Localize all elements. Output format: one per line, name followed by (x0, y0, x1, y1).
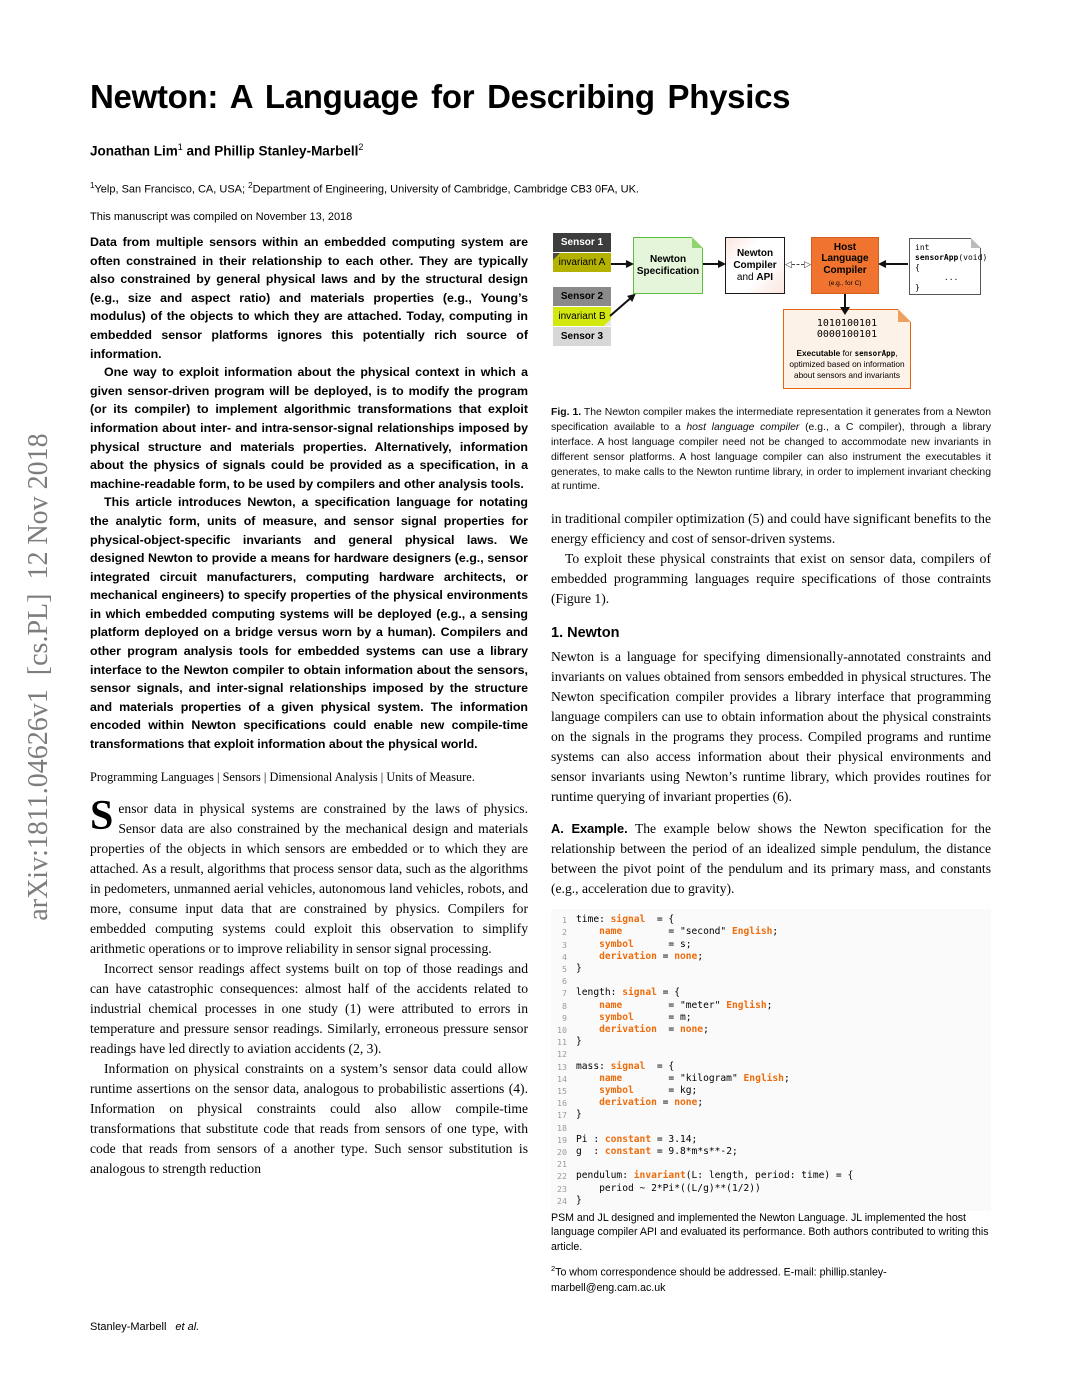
code-line (553, 1170, 991, 1182)
code-line (553, 1048, 991, 1060)
newton-compiler-box (725, 237, 785, 294)
code-line (553, 1061, 991, 1073)
arrow-compiler-host-bidirectional (785, 256, 811, 272)
code-line-number: 20 (557, 1146, 567, 1157)
code-line-text: Pi : constant = 3.14; (576, 1133, 698, 1145)
host-box-line1: Host (833, 241, 857, 253)
code-line-text (576, 1158, 582, 1170)
code-line (553, 926, 991, 938)
correspondence-note (551, 1262, 991, 1295)
code-line (553, 975, 991, 987)
code-line-number: 18 (557, 1122, 567, 1133)
invariant-b-box: invariant B (553, 307, 611, 326)
code-line-text: symbol = s; (599, 938, 692, 950)
compiled-date-line: This manuscript was compiled on November 13, 2018 (90, 211, 353, 224)
section-1-heading: 1. Newton (551, 625, 620, 642)
code-line-text: derivation = none; (599, 1023, 709, 1035)
arrow-codedoc-to-host (880, 263, 908, 265)
code-line-text: pendulum: invariant(L: length, period: time) = { (576, 1170, 854, 1182)
code-line-text: name = "meter" English; (599, 999, 773, 1011)
code-line (553, 1122, 991, 1134)
figure-caption-after: (e.g., a C compiler), through a library interface. A host language compiler need not be changed to accommodate new invariants in different sensor platforms. A host language compiler can also instrument the executables it generates, to make calls to the Newton runtime library, in order to implement invariant checking at runtime. (551, 422, 992, 493)
sensor-3-box: Sensor 3 (553, 327, 611, 346)
code-line-number: 17 (557, 1110, 567, 1121)
running-footer-etal: et al. (175, 1321, 200, 1333)
code-line (553, 914, 991, 926)
host-box-line2: Language (821, 253, 869, 264)
abstract (90, 233, 528, 754)
affiliation-2-sup: 2 (248, 180, 253, 190)
continuation-paragraph: in traditional compiler optimization (5) and could have significant benefits to the energy efficiency and cost of sensor-driven systems. (551, 511, 991, 547)
code-line-text: derivation = none; (599, 950, 704, 962)
example-text: The example below shows the Newton specification for the relationship between the period of an idealized simple pendulum, the distance between the pivot point of the pendulum and its primary mass, and constants (e.g., acceleration due to gravity). (551, 821, 991, 897)
code-doc-ellipsis: ... (915, 273, 959, 282)
code-line-number: 7 (562, 988, 567, 999)
code-doc-open-brace: { (915, 263, 920, 272)
abstract-paragraph-3: This article introduces Newton, a specification language for notating the analytic form, units of measure, and sensor signal properties for physical-object-specific invariants and general physical laws. We designed Newton to provide a means for hardware designers (e.g., sensor integrated circuit manufacturers, computing hardware architects, or mechanical engineers) to specify properties of the physical environments in which embedded computing systems will be deployed (e.g., a sensing platform deployed on a bridge versus worn by a human). Compilers and other program analysis tools for embedded systems can use a library interface to the Newton compiler to obtain information about the sensors, sensor signals, and inter-signal relationships imposed by the structure and materials properties of a given physical system. The information encoded within Newton specifications could enable new compile-time transformations that exploit information about the physical world. (90, 495, 528, 752)
code-line-text (576, 1048, 582, 1060)
spec-doc-line2: Specification (636, 265, 700, 277)
introduction-text (90, 792, 528, 1179)
author-1: Jonathan Lim (90, 143, 178, 159)
figure-caption-label: Fig. 1. (551, 407, 582, 419)
open-arrowhead-left-icon: ◁ (785, 258, 792, 269)
code-line-number: 5 (562, 963, 567, 974)
code-line (553, 1085, 991, 1097)
invariant-a-box: invariant A (553, 253, 611, 272)
figure-caption-italic: host language compiler (686, 422, 800, 434)
executable-caption-rest: optimized based on information about sensors and invariants (789, 359, 905, 380)
code-line-text: } (576, 1036, 582, 1048)
arrow-invariant-a-to-spec (611, 263, 632, 265)
correspondence-text: To whom correspondence should be addressed. E-mail: phillip.stanley-marbell@eng.cam.ac.uk (551, 1267, 887, 1294)
code-line-number: 16 (557, 1098, 567, 1109)
sensor-app-code-doc (909, 238, 988, 295)
compiler-box-and: and (736, 271, 757, 283)
code-line-text: name = "kilogram" English; (599, 1072, 790, 1084)
code-line-text: time: signal = { (576, 914, 675, 926)
executable-caption (785, 348, 909, 381)
code-line-number: 24 (557, 1195, 567, 1206)
newton-specification-doc (633, 237, 703, 294)
code-line-number: 3 (562, 939, 567, 950)
author-2-sup: 2 (358, 142, 364, 152)
code-line-text: symbol = kg; (599, 1084, 698, 1096)
code-line (553, 1000, 991, 1012)
affiliation-1-sup: 1 (90, 180, 95, 190)
code-line-number: 6 (562, 976, 567, 987)
page-title: Newton: A Language for Describing Physics (90, 78, 791, 115)
drop-cap: S (90, 792, 114, 839)
code-line-text: } (576, 962, 582, 974)
figure-1-diagram (551, 233, 991, 394)
code-line-number: 19 (557, 1134, 567, 1145)
code-doc-close-brace: } (915, 283, 920, 292)
code-line (553, 1097, 991, 1109)
spec-doc-line1: Newton (649, 253, 687, 265)
example-label: A. Example. (551, 821, 628, 837)
code-line (553, 939, 991, 951)
executable-bits-line2: 0000100101 (816, 329, 878, 341)
executable-caption-bold: Executable (796, 347, 841, 358)
code-line-number: 15 (557, 1085, 567, 1096)
code-line (553, 1012, 991, 1024)
example-paragraph (551, 819, 991, 899)
executable-bits-line1: 1010100101 (816, 317, 878, 329)
code-doc-fn-args: (void) (958, 253, 988, 262)
code-line (553, 1073, 991, 1085)
dashed-line (792, 264, 804, 265)
code-line-number: 11 (557, 1037, 567, 1048)
executable-caption-comma: , (895, 347, 898, 358)
running-footer-authors: Stanley-Marbell (90, 1321, 167, 1333)
intro-paragraph-1-text: ensor data in physical systems are constrained by the laws of physics. Sensor data are also constrained by the mechanical design and materials properties of the objects in which sensors are embedded or to which they are attached. As a result, algorithms that process sensor data, such as the algorithms in pedometers, unmanned aerial vehicles, autonomous land vehicles, robots, and more, consume input data that are constrained by physics. Compilers for embedded computing systems could exploit this observation to simplify arithmetic operations or to improve reliability in sensor signal processing. (90, 800, 528, 956)
code-doc-fn-name: sensorApp (915, 253, 959, 262)
sensor-1-box: Sensor 1 (553, 233, 611, 252)
author-1-sup: 1 (177, 142, 183, 152)
intro-paragraph-3: Information on physical constraints on a system’s sensor data could allow runtime assertions on the sensor data, analogous to probabilistic assertions (4). Information on physical constraints could also allow compile-time transformations that substitute code that reads from sensors of one type, with code that reads from sensors of a another type. Such sensor substitution is analogous to strength reduction (90, 1060, 528, 1176)
abstract-paragraph-1: Data from multiple sensors within an embedded computing system are often constrained in their relationship to each other. They are typically also constrained by general physical laws and by the structural design (e.g., size and aspect ratio) and materials properties (e.g., Young’s modulus) of the objects to which they are attached. Today, computing in embedded sensor platforms ignores this potentially rich source of information. (90, 235, 528, 361)
code-line-text: mass: signal = { (576, 1060, 675, 1072)
code-line-number: 22 (557, 1171, 567, 1182)
abstract-paragraph-2: One way to exploit information about the physical context in which a given sensor-driven program will be deployed, is to modify the program (or its compiler) to implement algorithmic transformations that exploit information about inter- and intra-sensor-signal relationships imposed by physical structure and materials properties. Alternatively, information about the physics of signals could be provided as a specification, in a machine-readable form, to be used by compilers and other analysis tools. (90, 365, 528, 491)
arrow-host-to-executable (844, 294, 846, 308)
code-line (553, 1134, 991, 1146)
code-line-text: period ~ 2*Pi*((L/g)**(1/2)) (576, 1182, 761, 1194)
code-line (553, 1195, 991, 1207)
code-line-number: 9 (562, 1012, 567, 1023)
host-box-line3: Compiler (823, 264, 867, 276)
code-line-number: 23 (557, 1183, 567, 1194)
left-column (90, 233, 528, 1179)
code-line-text: g : constant = 9.8*m*s**-2; (576, 1145, 738, 1157)
code-line (553, 951, 991, 963)
arrow-spec-to-compiler (703, 263, 724, 265)
intro-paragraph-1 (90, 792, 528, 959)
code-line-number: 1 (562, 915, 567, 926)
code-line (553, 1109, 991, 1121)
author-joiner: and (182, 143, 215, 159)
code-line (553, 1158, 991, 1170)
code-line-number: 21 (557, 1159, 567, 1170)
code-line-number: 14 (557, 1073, 567, 1084)
intro-paragraph-2: Incorrect sensor readings affect systems built on top of those readings and can have catastrophic consequences: almost half of the accidents related to industrial chemical processes in one study (1) were attributed to errors in temperature and pressure sensor readings. Similarly, erroneous pressure sensor readings have led directly to aviation accidents (2, 3). (90, 960, 528, 1056)
code-line-text: name = "second" English; (599, 926, 779, 938)
code-line-text: derivation = none; (599, 1097, 704, 1109)
code-line (553, 1036, 991, 1048)
right-column-body (551, 509, 991, 899)
figure-caption-before: The Newton compiler makes the intermediate representation it generates from a Newton specification available to a (551, 407, 991, 434)
code-line-text (576, 1122, 582, 1134)
code-line (553, 1146, 991, 1158)
affiliations-line (90, 181, 995, 196)
contribution-note: PSM and JL designed and implemented the Newton Language. JL implemented the host language compiler API and evaluated its performance. Both authors contributed to writing this article. (551, 1211, 989, 1253)
compiler-box-line1: Newton (736, 247, 774, 259)
correspondence-sup: 2 (551, 1264, 556, 1274)
code-line-number: 12 (557, 1049, 567, 1060)
executable-caption-mono: sensorApp (854, 348, 896, 358)
section-1-body: Newton is a language for specifying dimensionally-annotated constraints and invariants on values obtained from sensors embedded in physical structures. The Newton specification compiler provides a library interface that programming language compilers can use to obtain information about the physical constraints on the signals in the programs they process. Compiled programs and runtime systems can also access information about their physical environments and sensor invariants using Newton’s runtime library, which provides routines for runtime querying of invariant properties (6). (551, 649, 991, 805)
executable-caption-for: for (840, 347, 855, 358)
affiliation-2: Department of Engineering, University of Cambridge, Cambridge CB3 0FA, UK. (252, 183, 639, 196)
code-line (553, 963, 991, 975)
host-box-subtitle: (e.g., for C) (828, 280, 862, 287)
open-arrowhead-right-icon: ▷ (804, 258, 811, 269)
code-line-number: 13 (557, 1061, 567, 1072)
keywords-line: Programming Languages | Sensors | Dimensional Analysis | Units of Measure. (90, 769, 475, 784)
paper-header (90, 78, 995, 223)
code-line-text: symbol = m; (599, 1011, 692, 1023)
code-line-text (576, 975, 582, 987)
code-line-text: } (576, 1109, 582, 1121)
sensor-2-box: Sensor 2 (553, 287, 611, 306)
compiler-box-api: API (756, 271, 774, 283)
affiliation-1: Yelp, San Francisco, CA, USA; (94, 183, 249, 196)
code-line-number: 10 (557, 1024, 567, 1035)
exploit-paragraph: To exploit these physical constraints that exist on sensor data, compilers of embedded programming languages require specifications of those contraints (Figure 1). (551, 551, 991, 607)
author-2: Phillip Stanley-Marbell (214, 143, 359, 159)
code-line-text: } (576, 1194, 582, 1206)
host-language-compiler-box (811, 237, 879, 294)
running-footer (90, 1321, 199, 1333)
executable-bits (817, 318, 877, 341)
arxiv-sidebar-label: arXiv:1811.04626v1 [cs.PL] 12 Nov 2018 (23, 433, 54, 921)
compiler-box-line2: Compiler (733, 259, 777, 271)
footnotes (551, 1211, 991, 1295)
right-column (551, 233, 991, 1295)
code-line-text: length: signal = { (576, 987, 680, 999)
arrow-invariant-b-to-spec (609, 294, 634, 317)
code-line (553, 987, 991, 999)
code-line-number: 4 (562, 951, 567, 962)
code-doc-int: int (915, 243, 930, 252)
code-line (553, 1183, 991, 1195)
code-listing (551, 909, 991, 1211)
executable-doc (783, 309, 911, 389)
code-line-number: 2 (562, 927, 567, 938)
code-line (553, 1024, 991, 1036)
figure-1-caption (551, 406, 991, 495)
authors-line (90, 142, 995, 159)
code-line-number: 8 (562, 1000, 567, 1011)
